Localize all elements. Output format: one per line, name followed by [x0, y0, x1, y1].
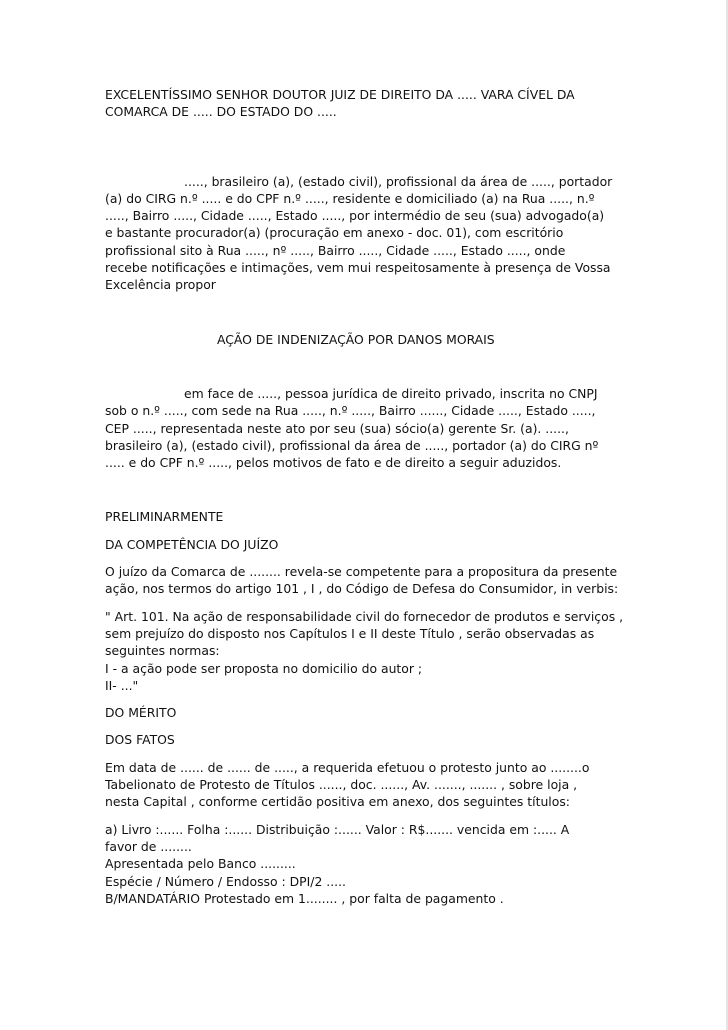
section-heading-facts: DOS FATOS [105, 732, 175, 748]
paragraph-line: O juízo da Comarca de ........ revela-se competente para a propositura da presente [105, 564, 618, 580]
quote-line: " Art. 101. Na ação de responsabilidade civil do fornecedor de produtos e serviços , [105, 608, 624, 624]
paragraph-line: em face de ....., pessoa jurídica de direito privado, inscrita no CNPJ [184, 385, 598, 401]
heading-line: EXCELENTÍSSIMO SENHOR DOUTOR JUIZ DE DIREITO DA ..... VARA CÍVEL DA [105, 87, 575, 102]
item-line: B/MANDATÁRIO Protestado em 1........ , por falta de pagamento . [105, 890, 504, 906]
item-line: Apresentada pelo Banco ......... [105, 856, 296, 872]
paragraph-line: CEP ....., representada neste ato por seu (sua) sócio(a) gerente Sr. (a). ....., [105, 420, 569, 436]
paragraph-line: sob o n.º ....., com sede na Rua ....., n.º ....., Bairro ......, Cidade ....., Estado ....., [105, 403, 596, 419]
paragraph-line: ação, nos termos do artigo 101 , I , do Código de Defesa do Consumidor, in verbis: [105, 581, 619, 597]
item-line: favor de ........ [105, 838, 192, 854]
plaintiff-paragraph [105, 173, 625, 294]
title-item [105, 821, 625, 907]
section-heading-merit: DO MÉRITO [105, 705, 177, 721]
facts-paragraph [105, 759, 625, 811]
quote-line: I - a ação pode ser proposta no domicilio do autor ; [105, 660, 423, 676]
quote-line: seguintes normas: [105, 643, 220, 659]
heading-line: COMARCA DE ..... DO ESTADO DO ..... [105, 104, 337, 120]
paragraph-line: ..... e do CPF n.º ....., pelos motivos de fato e de direito a seguir aduzidos. [105, 455, 562, 471]
item-line: a) Livro :...... Folha :...... Distribuição :...... Valor : R$....... vencida em :..... A [105, 821, 570, 837]
quote-line: sem prejuízo do disposto nos Capítulos I e II deste Título , serão observadas as [105, 625, 595, 641]
paragraph-line: (a) do CIRG n.º ..... e do CPF n.º ....., residente e domiciliado (a) na Rua ....., n.º [105, 190, 595, 206]
section-heading-competence: DA COMPETÊNCIA DO JUÍZO [105, 536, 279, 552]
petition-heading [105, 86, 625, 121]
item-line: Espécie / Número / Endosso : DPI/2 ..... [105, 873, 347, 889]
paragraph-line: Excelência propor [105, 277, 216, 293]
competence-paragraph [105, 563, 625, 598]
quote-line: II- ..." [105, 677, 139, 693]
action-title: AÇÃO DE INDENIZAÇÃO POR DANOS MORAIS [217, 331, 495, 347]
paragraph-line: ....., Bairro ....., Cidade ....., Estado ....., por intermédio de seu (sua) advogado(a) [105, 208, 605, 224]
paragraph-line: recebe notificações e intimações, vem mui respeitosamente à presença de Vossa [105, 260, 611, 276]
paragraph-line: e bastante procurador(a) (procuração em anexo - doc. 01), com escritório [105, 225, 564, 241]
paragraph-line: Em data de ...... de ...... de ....., a requerida efetuou o protesto junto ao ........o [105, 759, 590, 775]
paragraph-line: profissional sito à Rua ....., nº ....., Bairro ....., Cidade ....., Estado ....., onde [105, 242, 566, 258]
paragraph-line: ....., brasileiro (a), (estado civil), profissional da área de ....., portador [184, 173, 613, 189]
legal-quote [105, 608, 625, 694]
document-body [105, 86, 625, 907]
section-heading-preliminary: PRELIMINARMENTE [105, 509, 224, 525]
paragraph-line: brasileiro (a), (estado civil), profissional da área de ....., portador (a) do CIRG nº [105, 437, 599, 453]
paragraph-line: nesta Capital , conforme certidão positiva em anexo, dos seguintes títulos: [105, 794, 570, 810]
defendant-paragraph [105, 385, 625, 471]
paragraph-line: Tabelionato de Protesto de Títulos ......, doc. ......, Av. ......., ....... , sobre loja , [105, 777, 578, 793]
